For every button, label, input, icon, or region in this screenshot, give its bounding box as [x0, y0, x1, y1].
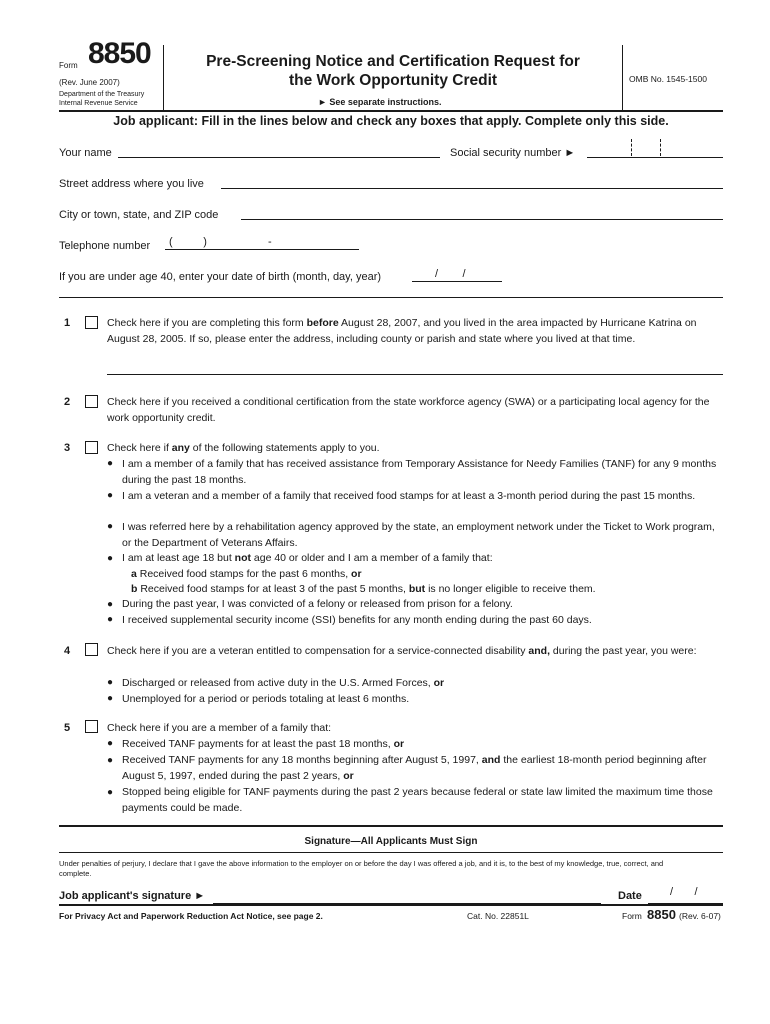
- item-3-bullet-2: I am a veteran and a member of a family that received food stamps for at least a 3-month period during the past 15 months.: [122, 490, 696, 502]
- item-5-intro: Check here if you are a member of a family that:: [107, 722, 332, 734]
- item-3-bullet-1: I am a member of a family that has received assistance from Temporary Assistance for Needy Families (TANF) for any 9 months during the past 18 months.: [122, 458, 717, 486]
- item-3-checkbox[interactable]: [85, 441, 98, 454]
- catalog-number: Cat. No. 22851L: [467, 911, 529, 921]
- telephone-template: ( ) -: [169, 236, 272, 248]
- perjury-statement: Under penalties of perjury, I declare that I gave the above information to the employer on or before the day I was offered a job, and it is, to the best of my knowledge, true, correct, and complete.: [59, 859, 664, 878]
- your-name-label: Your name: [59, 147, 112, 159]
- item-3-bullet-4: I am at least age 18 but not age 40 or older and I am a member of a family that:: [122, 552, 493, 564]
- ssn-separator-1: [631, 139, 632, 156]
- street-label: Street address where you live: [59, 178, 204, 190]
- date-label: Date: [618, 890, 642, 902]
- department-line2: Internal Revenue Service: [59, 100, 138, 107]
- telephone-field[interactable]: [165, 249, 359, 250]
- section-rule: [59, 297, 723, 298]
- form-title-line1: Pre-Screening Notice and Certification Request for: [206, 53, 580, 70]
- item-5-number: 5: [64, 722, 71, 734]
- signature-bottom-rule: [59, 904, 723, 906]
- item-4-bullet-2: Unemployed for a period or periods totaling at least 6 months.: [122, 693, 410, 705]
- ssn-field[interactable]: [587, 157, 723, 158]
- footer-form-word: Form: [622, 911, 642, 921]
- item-1-number: 1: [64, 317, 71, 329]
- bullet-icon: ●: [107, 490, 114, 501]
- bullet-icon: ●: [107, 521, 114, 532]
- bullet-icon: ●: [107, 738, 114, 749]
- dob-field[interactable]: [412, 281, 502, 282]
- bullet-icon: ●: [107, 458, 114, 469]
- item-2-number: 2: [64, 396, 71, 408]
- item-1-text: Check here if you are completing this form before August 28, 2007, and you lived in the area impacted by Hurricane Katrina on August 28, 2005. If so, please enter the address, including county or parish and state where you lived at that time.: [107, 317, 697, 345]
- bullet-icon: ●: [107, 693, 114, 704]
- date-template: / /: [670, 886, 698, 898]
- city-label: City or town, state, and ZIP code: [59, 209, 219, 221]
- item-3-intro: Check here if any of the following statements apply to you.: [107, 442, 380, 454]
- item-3-number: 3: [64, 442, 71, 454]
- signature-label: Job applicant's signature ►: [59, 890, 206, 902]
- item-4-bullet-1: Discharged or released from active duty in the U.S. Armed Forces, or: [122, 677, 445, 689]
- bullet-icon: ●: [107, 599, 114, 610]
- item-1-address-field[interactable]: [107, 374, 723, 375]
- form-title-line2: the Work Opportunity Credit: [288, 72, 498, 89]
- form-word: Form: [59, 61, 78, 70]
- item-4-checkbox[interactable]: [85, 643, 98, 656]
- street-field[interactable]: [221, 188, 723, 189]
- bullet-icon: ●: [107, 755, 114, 766]
- item-1-checkbox[interactable]: [85, 316, 98, 329]
- footer-form-number: 8850: [647, 907, 676, 922]
- applicant-heading: Job applicant: Fill in the lines below and check any boxes that apply. Complete only this side.: [113, 114, 669, 128]
- bullet-icon: ●: [107, 553, 114, 564]
- see-instructions: ► See separate instructions.: [318, 97, 442, 107]
- item-4-number: 4: [64, 645, 71, 657]
- item-3-bullet-5: During the past year, I was convicted of a felony or released from prison for a felony.: [122, 598, 513, 610]
- revision-date: (Rev. June 2007): [59, 78, 120, 87]
- department-line1: Department of the Treasury: [59, 91, 145, 98]
- ssn-label: Social security number ►: [450, 147, 576, 159]
- dob-template: / /: [435, 268, 466, 280]
- item-5-bullet-1: Received TANF payments for at least the past 18 months, or: [122, 738, 405, 750]
- your-name-field[interactable]: [118, 157, 440, 158]
- dob-label: If you are under age 40, enter your date of birth (month, day, year): [59, 271, 382, 283]
- omb-number: OMB No. 1545-1500: [629, 74, 707, 84]
- signature-top-rule: [59, 825, 723, 827]
- signature-heading-rule: [59, 852, 723, 853]
- ssn-separator-2: [660, 139, 661, 156]
- item-2-text: Check here if you received a conditional certification from the state workforce agency (SWA) or a participating local agency for the work opportunity credit.: [107, 396, 710, 424]
- item-3-subitem-a: a Received food stamps for the past 6 months, or: [131, 568, 362, 580]
- footer-revision: (Rev. 6-07): [679, 911, 721, 921]
- item-5-bullet-3: Stopped being eligible for TANF payments during the past 2 years because federal or state law limited the maximum time those payments could be made.: [122, 786, 713, 814]
- bullet-icon: ●: [107, 787, 114, 798]
- signature-heading: Signature—All Applicants Must Sign: [304, 836, 478, 847]
- item-5-checkbox[interactable]: [85, 720, 98, 733]
- item-3-bullet-3: I was referred here by a rehabilitation agency approved by the state, an employment network under the Ticket to Work program, or the Department of Veterans Affairs.: [122, 521, 715, 549]
- item-5-bullet-2: Received TANF payments for any 18 months beginning after August 5, 1997, and the earliest 18-month period beginning after August 5, 1997, ended during the past 2 years, or: [122, 754, 707, 782]
- city-field[interactable]: [241, 219, 723, 220]
- item-3-bullet-6: I received supplemental security income (SSI) benefits for any month ending during the past 60 days.: [122, 614, 592, 626]
- item-2-checkbox[interactable]: [85, 395, 98, 408]
- header-divider-right: [622, 45, 623, 110]
- item-3-subitem-b: b Received food stamps for at least 3 of the past 5 months, but is no longer eligible to receive them.: [131, 583, 596, 595]
- bullet-icon: ●: [107, 677, 114, 688]
- privacy-notice: For Privacy Act and Paperwork Reduction Act Notice, see page 2.: [59, 911, 323, 921]
- form-title: [164, 52, 622, 90]
- header-bottom-rule: [59, 110, 723, 112]
- bullet-icon: ●: [107, 614, 114, 625]
- telephone-label-text: Telephone number: [59, 240, 151, 252]
- form-number: 8850: [88, 37, 151, 70]
- item-4-text: Check here if you are a veteran entitled to compensation for a service-connected disability and, during the past year, you were:: [107, 645, 697, 657]
